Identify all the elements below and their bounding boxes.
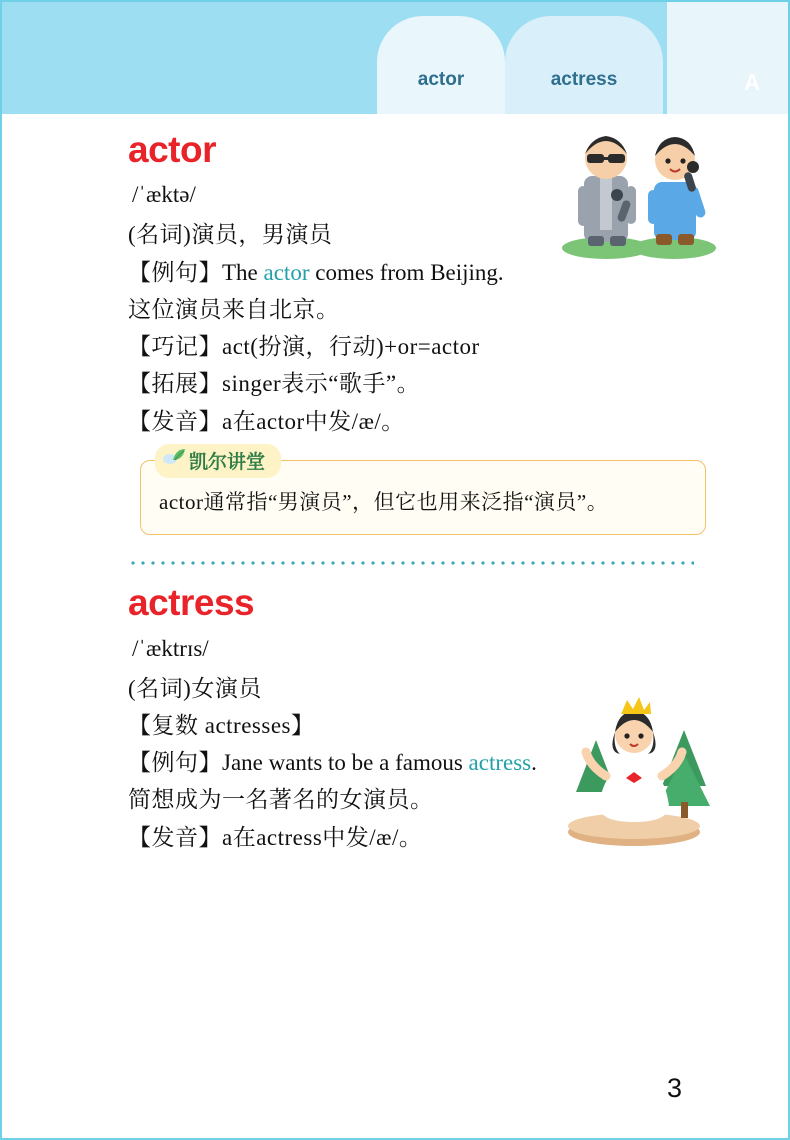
definition-actress: (名词)女演员 xyxy=(128,675,262,701)
example-label: 【例句】 xyxy=(128,259,222,285)
example-actor xyxy=(128,254,702,291)
example-highlight: actress xyxy=(468,750,532,776)
example-actress xyxy=(128,744,702,781)
example-highlight: actor xyxy=(263,259,310,285)
leaf-icon xyxy=(163,447,187,467)
entry-actress xyxy=(2,565,790,856)
plural-actress: 【复数 actresses】 xyxy=(128,712,315,738)
page-number: 3 xyxy=(666,1073,682,1103)
tab-actress[interactable] xyxy=(505,16,663,114)
extend-label: 【拓展】 xyxy=(128,371,222,397)
example-label: 【例句】 xyxy=(128,750,222,776)
tab-actor-label: actor xyxy=(417,69,465,90)
tab-actor[interactable] xyxy=(377,16,505,114)
page-content xyxy=(2,114,790,1140)
pronounce-text: a在actress中发/æ/。 xyxy=(222,824,423,850)
headword-actress: actress xyxy=(128,582,255,624)
tip-title-badge xyxy=(155,444,281,478)
letter-index-badge: A xyxy=(744,70,760,95)
definition-actor: (名词)演员，男演员 xyxy=(128,222,333,248)
example-post: comes from Beijing. xyxy=(309,259,504,285)
example-pre: Jane wants to be a famous xyxy=(222,750,469,776)
example-translation-actress: 简想成为一名著名的女演员。 xyxy=(128,787,434,813)
memory-label: 【巧记】 xyxy=(128,334,222,360)
tip-text-actor: actor通常指“男演员”，但它也用来泛指“演员”。 xyxy=(159,489,609,514)
entry-actor xyxy=(2,114,790,535)
pronounce-actor xyxy=(128,403,702,440)
pronounce-text: a在actor中发/æ/。 xyxy=(222,408,405,434)
example-post: . xyxy=(531,750,537,776)
memory-actor xyxy=(128,328,702,365)
tab-actress-label: actress xyxy=(550,69,618,90)
extend-actor xyxy=(128,365,702,402)
pronounce-label: 【发音】 xyxy=(128,824,222,850)
example-pre: The xyxy=(222,259,264,285)
pronounce-actress xyxy=(128,819,702,856)
example-translation-actor: 这位演员来自北京。 xyxy=(128,296,340,322)
phonetic-actress: /ˈæktrɪs/ xyxy=(132,635,209,661)
headword-actor: actor xyxy=(128,129,216,170)
phonetic-actor: /ˈæktə/ xyxy=(132,182,196,208)
pronounce-label: 【发音】 xyxy=(128,408,222,434)
page-header xyxy=(2,2,790,114)
tip-box-actor xyxy=(140,451,706,536)
extend-text: singer表示“歌手”。 xyxy=(222,371,421,397)
memory-text: act(扮演，行动)+or=actor xyxy=(222,334,480,360)
header-right-block xyxy=(667,2,790,114)
tip-title-text: 凯尔讲堂 xyxy=(189,451,266,473)
